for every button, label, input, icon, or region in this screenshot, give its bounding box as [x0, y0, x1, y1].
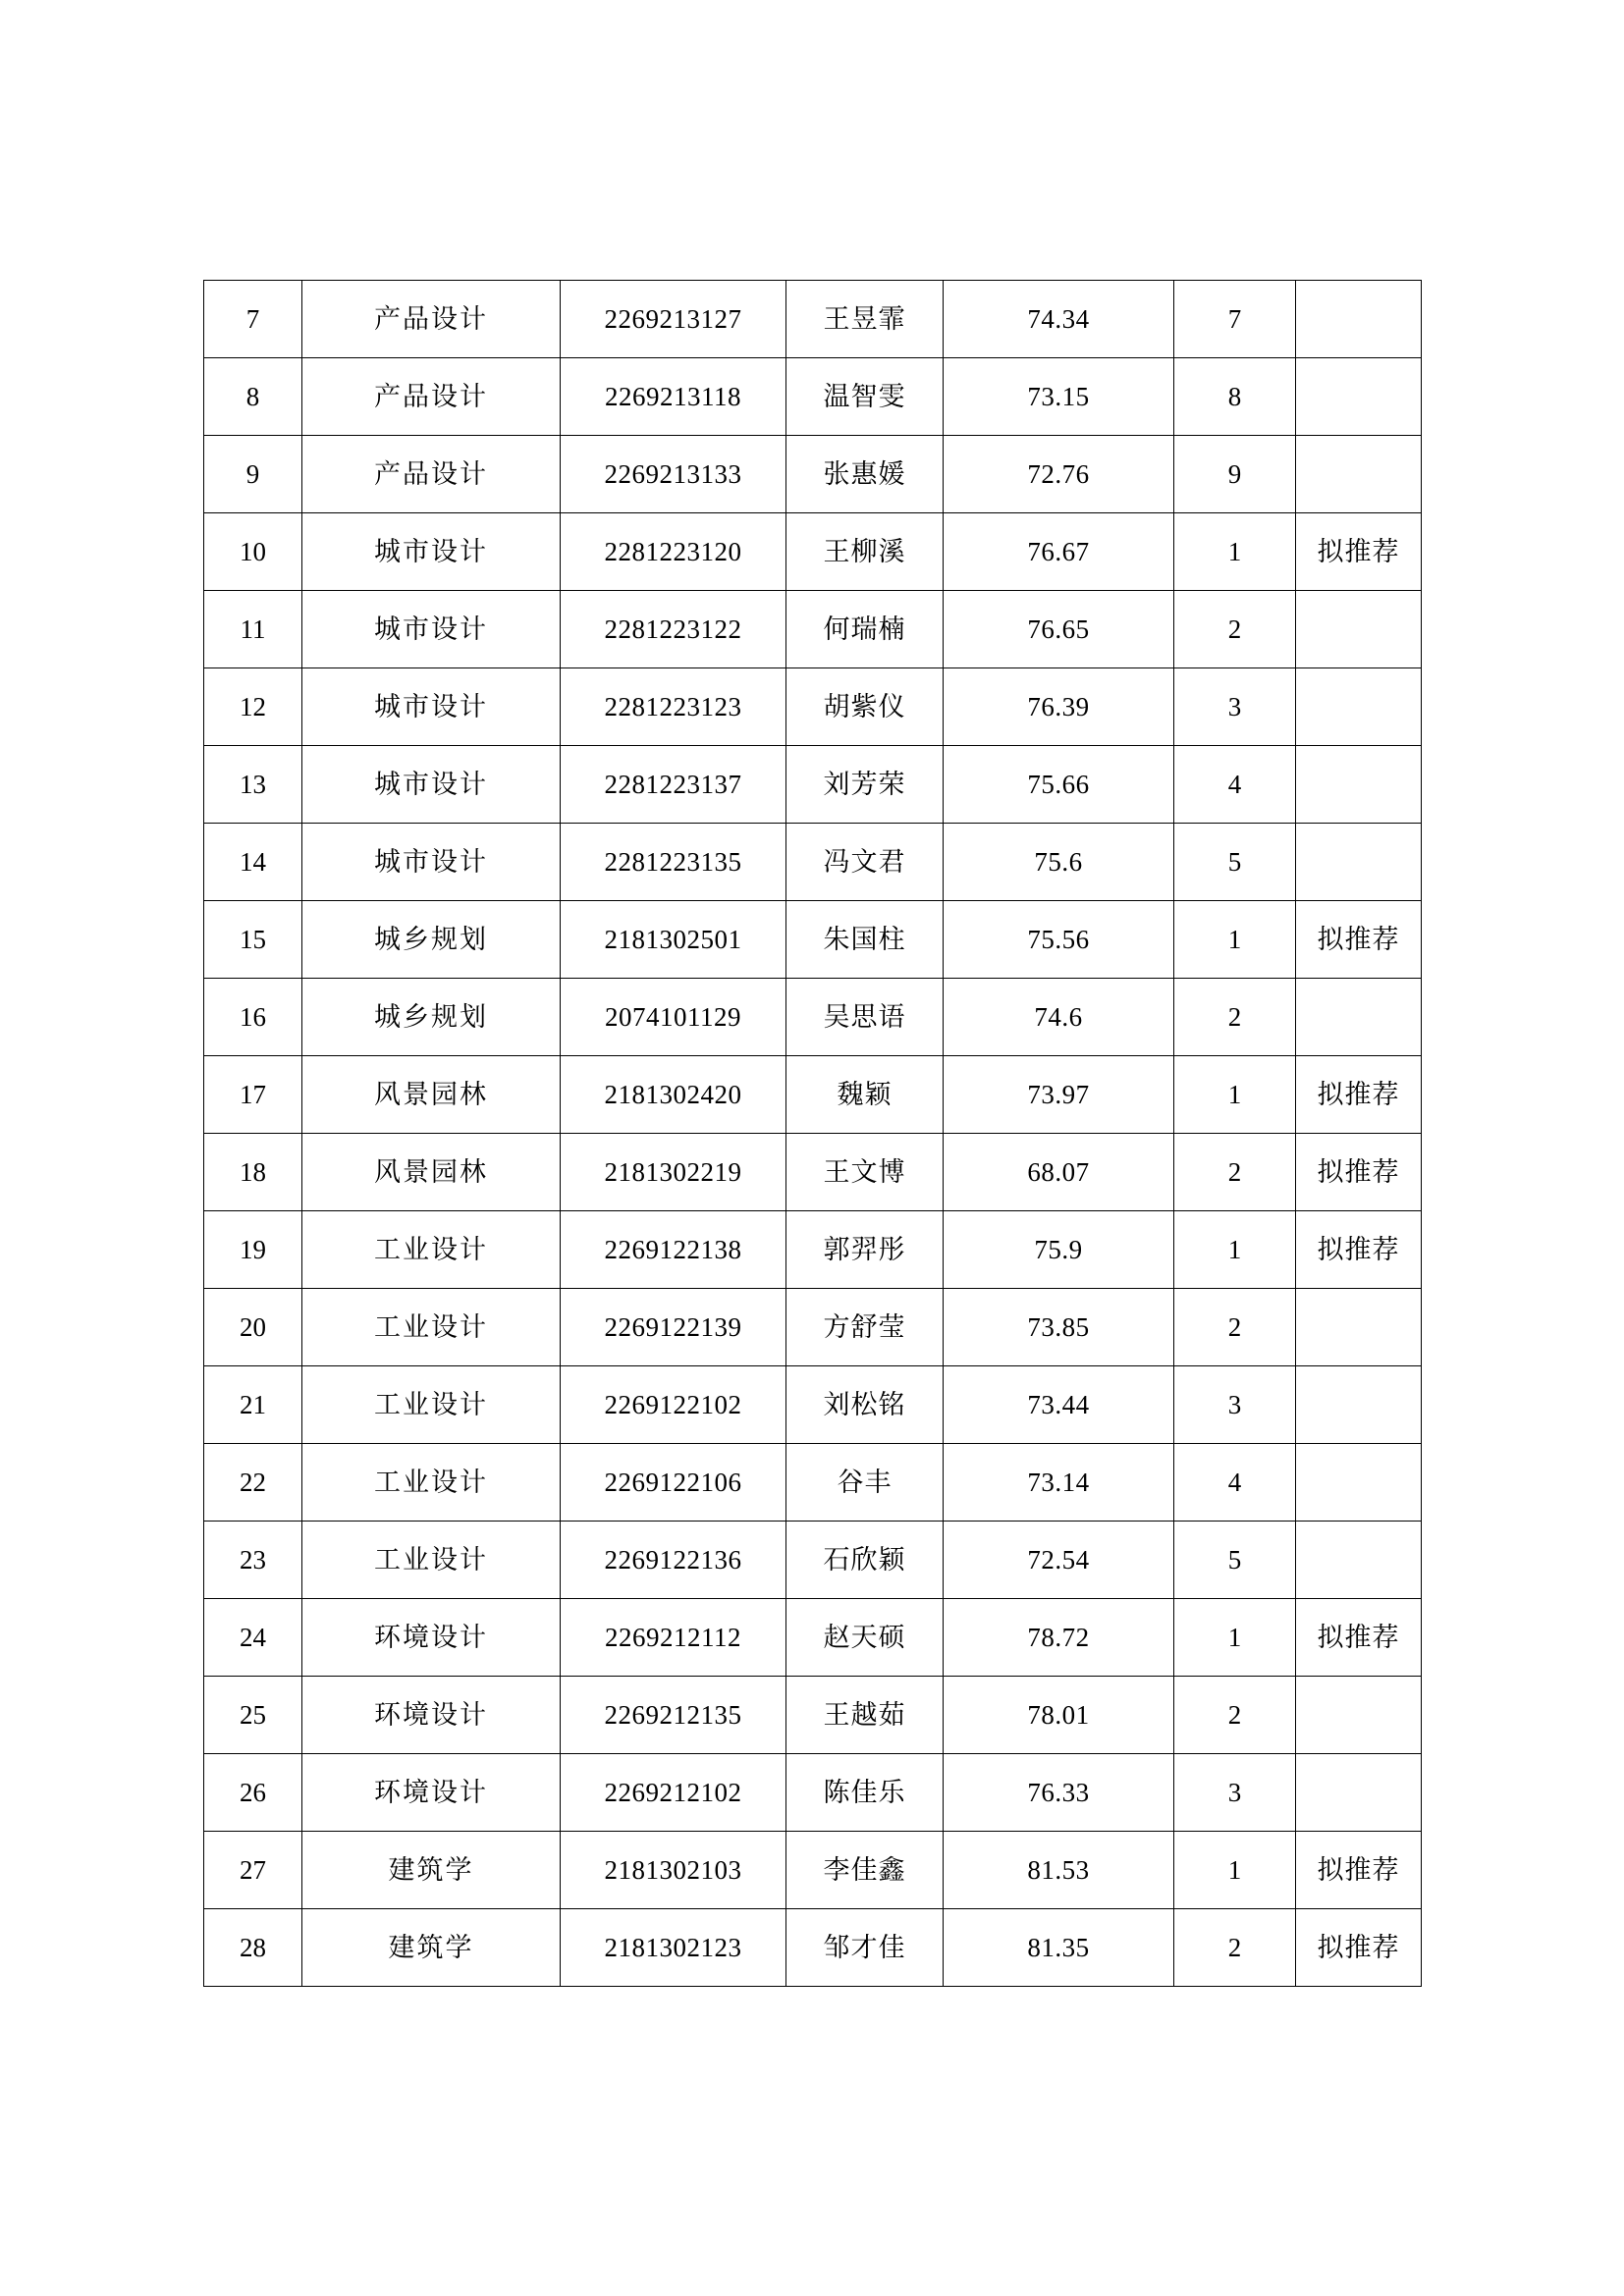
table-row — [204, 1056, 1422, 1134]
row-rank: 2 — [1174, 979, 1296, 1056]
row-rank: 7 — [1174, 281, 1296, 358]
table-row — [204, 1909, 1422, 1987]
row-index: 18 — [204, 1134, 302, 1211]
row-student-id: 2281223120 — [561, 513, 786, 591]
row-rank: 2 — [1174, 1289, 1296, 1366]
row-index: 16 — [204, 979, 302, 1056]
row-index: 21 — [204, 1366, 302, 1444]
row-student-id: 2181302219 — [561, 1134, 786, 1211]
table-row — [204, 1134, 1422, 1211]
row-rank: 2 — [1174, 1909, 1296, 1987]
table-row — [204, 1289, 1422, 1366]
row-note — [1296, 824, 1422, 901]
row-score: 78.01 — [944, 1677, 1174, 1754]
row-student-name: 李佳鑫 — [786, 1832, 944, 1909]
row-score: 76.65 — [944, 591, 1174, 668]
row-note: 拟推荐 — [1296, 1599, 1422, 1677]
row-note: 拟推荐 — [1296, 513, 1422, 591]
table-row — [204, 901, 1422, 979]
table-row — [204, 1444, 1422, 1522]
row-major: 城市设计 — [302, 668, 561, 746]
row-student-name: 谷丰 — [786, 1444, 944, 1522]
row-student-name: 魏颖 — [786, 1056, 944, 1134]
row-student-id: 2269122106 — [561, 1444, 786, 1522]
row-student-name: 郭羿彤 — [786, 1211, 944, 1289]
row-rank: 9 — [1174, 436, 1296, 513]
row-rank: 2 — [1174, 591, 1296, 668]
row-major: 城市设计 — [302, 746, 561, 824]
row-student-name: 王昱霏 — [786, 281, 944, 358]
row-student-name: 冯文君 — [786, 824, 944, 901]
row-score: 68.07 — [944, 1134, 1174, 1211]
row-major: 环境设计 — [302, 1677, 561, 1754]
row-index: 28 — [204, 1909, 302, 1987]
row-note: 拟推荐 — [1296, 1909, 1422, 1987]
row-student-id: 2269122139 — [561, 1289, 786, 1366]
row-score: 73.85 — [944, 1289, 1174, 1366]
row-index: 23 — [204, 1522, 302, 1599]
row-index: 8 — [204, 358, 302, 436]
table-row — [204, 436, 1422, 513]
row-score: 72.76 — [944, 436, 1174, 513]
row-student-id: 2281223135 — [561, 824, 786, 901]
row-rank: 3 — [1174, 1754, 1296, 1832]
row-major: 城乡规划 — [302, 979, 561, 1056]
row-score: 76.33 — [944, 1754, 1174, 1832]
row-student-id: 2181302501 — [561, 901, 786, 979]
row-rank: 8 — [1174, 358, 1296, 436]
table-row — [204, 668, 1422, 746]
row-score: 73.44 — [944, 1366, 1174, 1444]
row-index: 7 — [204, 281, 302, 358]
row-student-name: 王文博 — [786, 1134, 944, 1211]
row-major: 建筑学 — [302, 1909, 561, 1987]
row-major: 环境设计 — [302, 1754, 561, 1832]
row-note: 拟推荐 — [1296, 901, 1422, 979]
row-note: 拟推荐 — [1296, 1134, 1422, 1211]
row-student-name: 胡紫仪 — [786, 668, 944, 746]
row-student-name: 王柳溪 — [786, 513, 944, 591]
row-score: 73.15 — [944, 358, 1174, 436]
row-score: 81.35 — [944, 1909, 1174, 1987]
table-row — [204, 1522, 1422, 1599]
row-student-name: 何瑞楠 — [786, 591, 944, 668]
row-rank: 1 — [1174, 1211, 1296, 1289]
row-index: 12 — [204, 668, 302, 746]
score-table-container — [203, 280, 1421, 1987]
row-student-name: 赵天硕 — [786, 1599, 944, 1677]
row-index: 14 — [204, 824, 302, 901]
row-major: 风景园林 — [302, 1134, 561, 1211]
row-index: 17 — [204, 1056, 302, 1134]
row-major: 城市设计 — [302, 824, 561, 901]
row-note: 拟推荐 — [1296, 1056, 1422, 1134]
row-rank: 4 — [1174, 1444, 1296, 1522]
row-note — [1296, 1677, 1422, 1754]
table-row — [204, 1366, 1422, 1444]
row-student-name: 王越茹 — [786, 1677, 944, 1754]
row-major: 城乡规划 — [302, 901, 561, 979]
row-student-name: 刘芳荣 — [786, 746, 944, 824]
row-student-id: 2269122138 — [561, 1211, 786, 1289]
row-note — [1296, 591, 1422, 668]
row-major: 工业设计 — [302, 1366, 561, 1444]
table-row — [204, 513, 1422, 591]
row-note — [1296, 1754, 1422, 1832]
row-score: 78.72 — [944, 1599, 1174, 1677]
row-major: 城市设计 — [302, 591, 561, 668]
table-row — [204, 1832, 1422, 1909]
row-student-id: 2269122102 — [561, 1366, 786, 1444]
row-score: 75.66 — [944, 746, 1174, 824]
row-rank: 5 — [1174, 824, 1296, 901]
row-major: 工业设计 — [302, 1211, 561, 1289]
row-student-id: 2074101129 — [561, 979, 786, 1056]
table-row — [204, 281, 1422, 358]
row-score: 75.56 — [944, 901, 1174, 979]
row-index: 10 — [204, 513, 302, 591]
score-table — [203, 280, 1422, 1987]
row-rank: 1 — [1174, 1832, 1296, 1909]
row-major: 产品设计 — [302, 281, 561, 358]
row-score: 75.6 — [944, 824, 1174, 901]
row-note — [1296, 436, 1422, 513]
row-index: 22 — [204, 1444, 302, 1522]
row-major: 风景园林 — [302, 1056, 561, 1134]
row-major: 环境设计 — [302, 1599, 561, 1677]
row-student-id: 2281223122 — [561, 591, 786, 668]
row-index: 13 — [204, 746, 302, 824]
row-index: 15 — [204, 901, 302, 979]
row-student-id: 2269122136 — [561, 1522, 786, 1599]
row-rank: 2 — [1174, 1677, 1296, 1754]
row-student-name: 温智雯 — [786, 358, 944, 436]
row-index: 11 — [204, 591, 302, 668]
table-row — [204, 358, 1422, 436]
row-student-name: 方舒莹 — [786, 1289, 944, 1366]
row-index: 24 — [204, 1599, 302, 1677]
row-student-id: 2281223123 — [561, 668, 786, 746]
row-score: 76.67 — [944, 513, 1174, 591]
row-student-id: 2269213127 — [561, 281, 786, 358]
row-index: 27 — [204, 1832, 302, 1909]
row-index: 25 — [204, 1677, 302, 1754]
row-major: 产品设计 — [302, 436, 561, 513]
row-note — [1296, 281, 1422, 358]
row-rank: 1 — [1174, 901, 1296, 979]
row-note — [1296, 746, 1422, 824]
row-major: 工业设计 — [302, 1444, 561, 1522]
row-note — [1296, 1522, 1422, 1599]
row-student-id: 2181302103 — [561, 1832, 786, 1909]
row-student-name: 陈佳乐 — [786, 1754, 944, 1832]
row-rank: 3 — [1174, 668, 1296, 746]
row-student-id: 2269212135 — [561, 1677, 786, 1754]
row-score: 73.14 — [944, 1444, 1174, 1522]
row-score: 75.9 — [944, 1211, 1174, 1289]
row-student-name: 张惠媛 — [786, 436, 944, 513]
row-student-id: 2281223137 — [561, 746, 786, 824]
row-index: 9 — [204, 436, 302, 513]
row-index: 19 — [204, 1211, 302, 1289]
row-student-name: 吴思语 — [786, 979, 944, 1056]
row-index: 26 — [204, 1754, 302, 1832]
row-student-name: 刘松铭 — [786, 1366, 944, 1444]
row-note — [1296, 1366, 1422, 1444]
row-major: 工业设计 — [302, 1289, 561, 1366]
row-major: 城市设计 — [302, 513, 561, 591]
row-major: 建筑学 — [302, 1832, 561, 1909]
table-row — [204, 824, 1422, 901]
score-table-body — [204, 281, 1422, 1987]
row-student-id: 2181302123 — [561, 1909, 786, 1987]
table-row — [204, 591, 1422, 668]
row-rank: 1 — [1174, 1056, 1296, 1134]
row-note: 拟推荐 — [1296, 1832, 1422, 1909]
row-score: 72.54 — [944, 1522, 1174, 1599]
table-row — [204, 979, 1422, 1056]
row-note — [1296, 358, 1422, 436]
row-note — [1296, 979, 1422, 1056]
row-student-id: 2269212112 — [561, 1599, 786, 1677]
row-student-id: 2269212102 — [561, 1754, 786, 1832]
table-row — [204, 746, 1422, 824]
row-note — [1296, 668, 1422, 746]
row-student-id: 2269213118 — [561, 358, 786, 436]
row-score: 74.34 — [944, 281, 1174, 358]
row-student-name: 石欣颖 — [786, 1522, 944, 1599]
row-student-name: 朱国柱 — [786, 901, 944, 979]
table-row — [204, 1754, 1422, 1832]
row-major: 产品设计 — [302, 358, 561, 436]
row-note — [1296, 1289, 1422, 1366]
row-major: 工业设计 — [302, 1522, 561, 1599]
table-row — [204, 1211, 1422, 1289]
table-row — [204, 1599, 1422, 1677]
table-row — [204, 1677, 1422, 1754]
row-score: 76.39 — [944, 668, 1174, 746]
row-student-name: 邹才佳 — [786, 1909, 944, 1987]
row-score: 81.53 — [944, 1832, 1174, 1909]
row-score: 74.6 — [944, 979, 1174, 1056]
row-rank: 1 — [1174, 1599, 1296, 1677]
row-note — [1296, 1444, 1422, 1522]
row-index: 20 — [204, 1289, 302, 1366]
row-note: 拟推荐 — [1296, 1211, 1422, 1289]
row-rank: 1 — [1174, 513, 1296, 591]
row-student-id: 2269213133 — [561, 436, 786, 513]
row-rank: 3 — [1174, 1366, 1296, 1444]
row-rank: 2 — [1174, 1134, 1296, 1211]
row-student-id: 2181302420 — [561, 1056, 786, 1134]
row-rank: 4 — [1174, 746, 1296, 824]
row-rank: 5 — [1174, 1522, 1296, 1599]
row-score: 73.97 — [944, 1056, 1174, 1134]
